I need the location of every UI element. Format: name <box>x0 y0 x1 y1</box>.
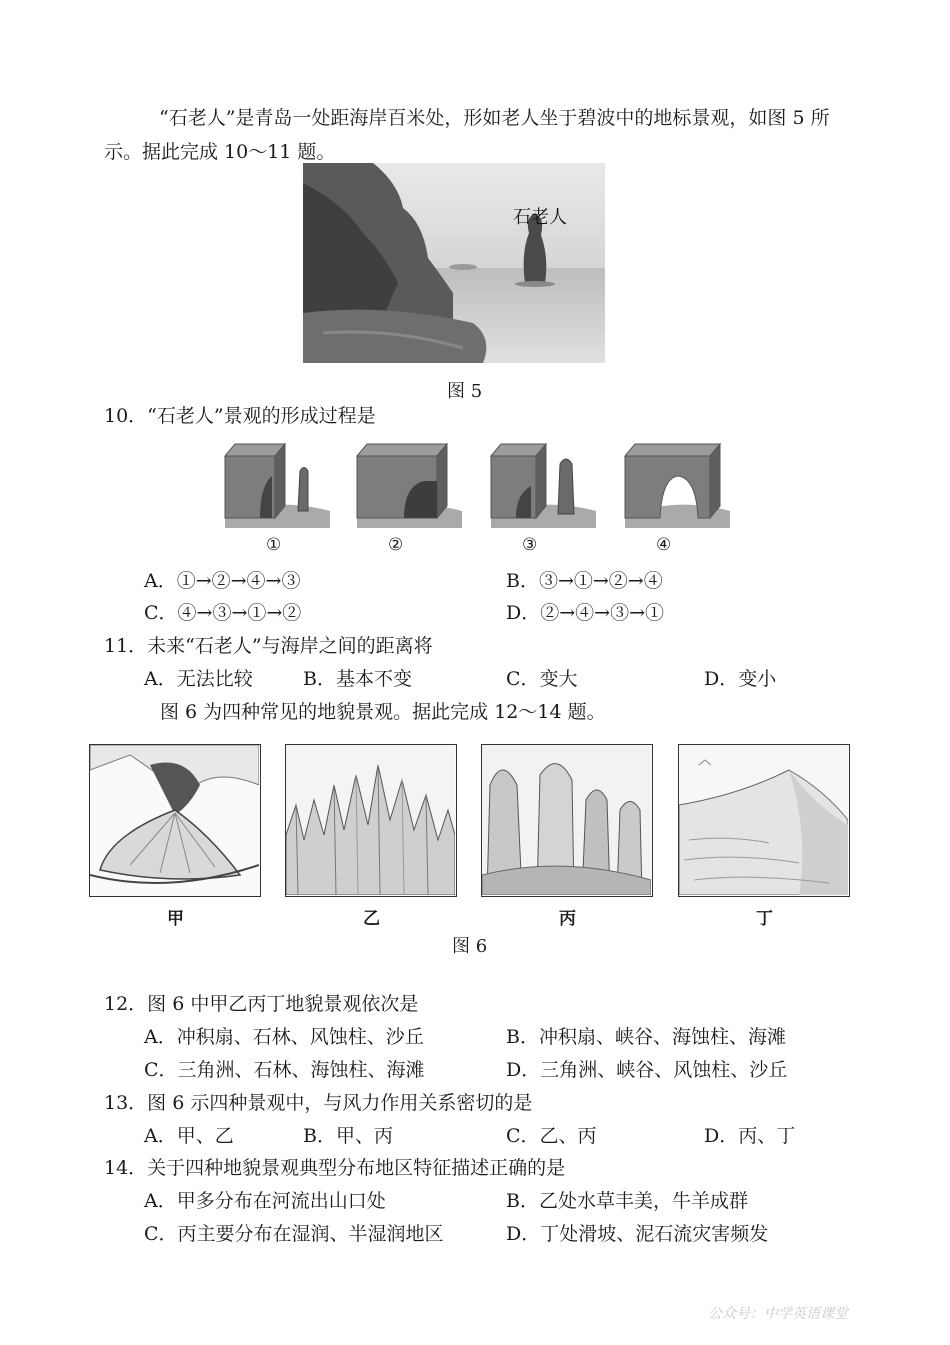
stage-1-label: ① <box>266 535 282 555</box>
q10-option-d[interactable]: D．②→④→③→① <box>506 602 664 624</box>
stage-3-diagram <box>486 436 596 528</box>
landform-yi-label: 乙 <box>363 909 380 929</box>
landform-bing-label: 丙 <box>559 909 576 929</box>
q13-option-a[interactable]: A．甲、乙 <box>144 1125 234 1147</box>
question-14-stem: 14．关于四种地貌景观典型分布地区特征描述正确的是 <box>104 1157 566 1179</box>
question-11-stem: 11．未来“石老人”与海岸之间的距离将 <box>104 635 433 657</box>
question-10-stem: 10．“石老人”景观的形成过程是 <box>104 405 376 427</box>
q12-option-d[interactable]: D．三角洲、峡谷、风蚀柱、沙丘 <box>506 1059 788 1081</box>
question-13-stem: 13．图 6 示四种景观中，与风力作用关系密切的是 <box>104 1092 533 1114</box>
q11-option-a[interactable]: A．无法比较 <box>144 668 253 690</box>
intro-paragraph-1: “石老人”是青岛一处距海岸百米处，形如老人坐于碧波中的地标景观，如图 5 所示。据此完成 10～11 题。 <box>104 107 830 163</box>
q14-option-c[interactable]: C．丙主要分布在湿润、半湿润地区 <box>144 1223 444 1245</box>
q12-option-b[interactable]: B．冲积扇、峡谷、海蚀柱、海滩 <box>506 1026 786 1048</box>
landform-jia-label: 甲 <box>167 909 184 929</box>
q10-option-a[interactable]: A．①→②→④→③ <box>144 570 301 592</box>
figure-5-caption: 图 5 <box>447 381 483 402</box>
q12-option-a[interactable]: A．冲积扇、石林、风蚀柱、沙丘 <box>144 1026 424 1048</box>
landform-ding-label: 丁 <box>756 909 773 929</box>
stage-3-label: ③ <box>522 535 538 555</box>
landform-jia-sketch <box>89 744 261 897</box>
watermark: 公众号：中学英语课堂 <box>708 1306 848 1322</box>
question-12-stem: 12．图 6 中甲乙丙丁地貌景观依次是 <box>104 993 419 1015</box>
q14-option-a[interactable]: A．甲多分布在河流出山口处 <box>144 1190 386 1212</box>
stage-4-label: ④ <box>656 535 672 555</box>
figure-6-caption: 图 6 <box>452 936 488 957</box>
q11-option-c[interactable]: C．变大 <box>506 668 578 690</box>
shilaoren-photo <box>303 163 605 363</box>
stage-4-diagram <box>620 436 730 528</box>
stage-2-diagram <box>352 436 462 528</box>
landform-yi-sketch <box>285 744 457 897</box>
q11-option-b[interactable]: B．基本不变 <box>303 668 412 690</box>
q11-option-d[interactable]: D．变小 <box>704 668 777 690</box>
q14-option-d[interactable]: D．丁处滑坡、泥石流灾害频发 <box>506 1223 769 1245</box>
landform-ding-sketch <box>678 744 850 897</box>
q10-option-c[interactable]: C．④→③→①→② <box>144 602 302 624</box>
shilaoren-label: 石老人 <box>513 207 567 228</box>
intro-paragraph-2: 图 6 为四种常见的地貌景观。据此完成 12～14 题。 <box>160 701 606 723</box>
q14-option-b[interactable]: B．乙处水草丰美，牛羊成群 <box>506 1190 748 1212</box>
landform-bing-sketch <box>481 744 653 897</box>
q13-option-c[interactable]: C．乙、丙 <box>506 1125 597 1147</box>
q12-option-c[interactable]: C．三角洲、石林、海蚀柱、海滩 <box>144 1059 425 1081</box>
stage-2-label: ② <box>388 535 404 555</box>
q13-option-b[interactable]: B．甲、丙 <box>303 1125 393 1147</box>
q10-option-b[interactable]: B．③→①→②→④ <box>506 570 663 592</box>
q13-option-d[interactable]: D．丙、丁 <box>704 1125 796 1147</box>
stage-1-diagram <box>220 436 330 528</box>
